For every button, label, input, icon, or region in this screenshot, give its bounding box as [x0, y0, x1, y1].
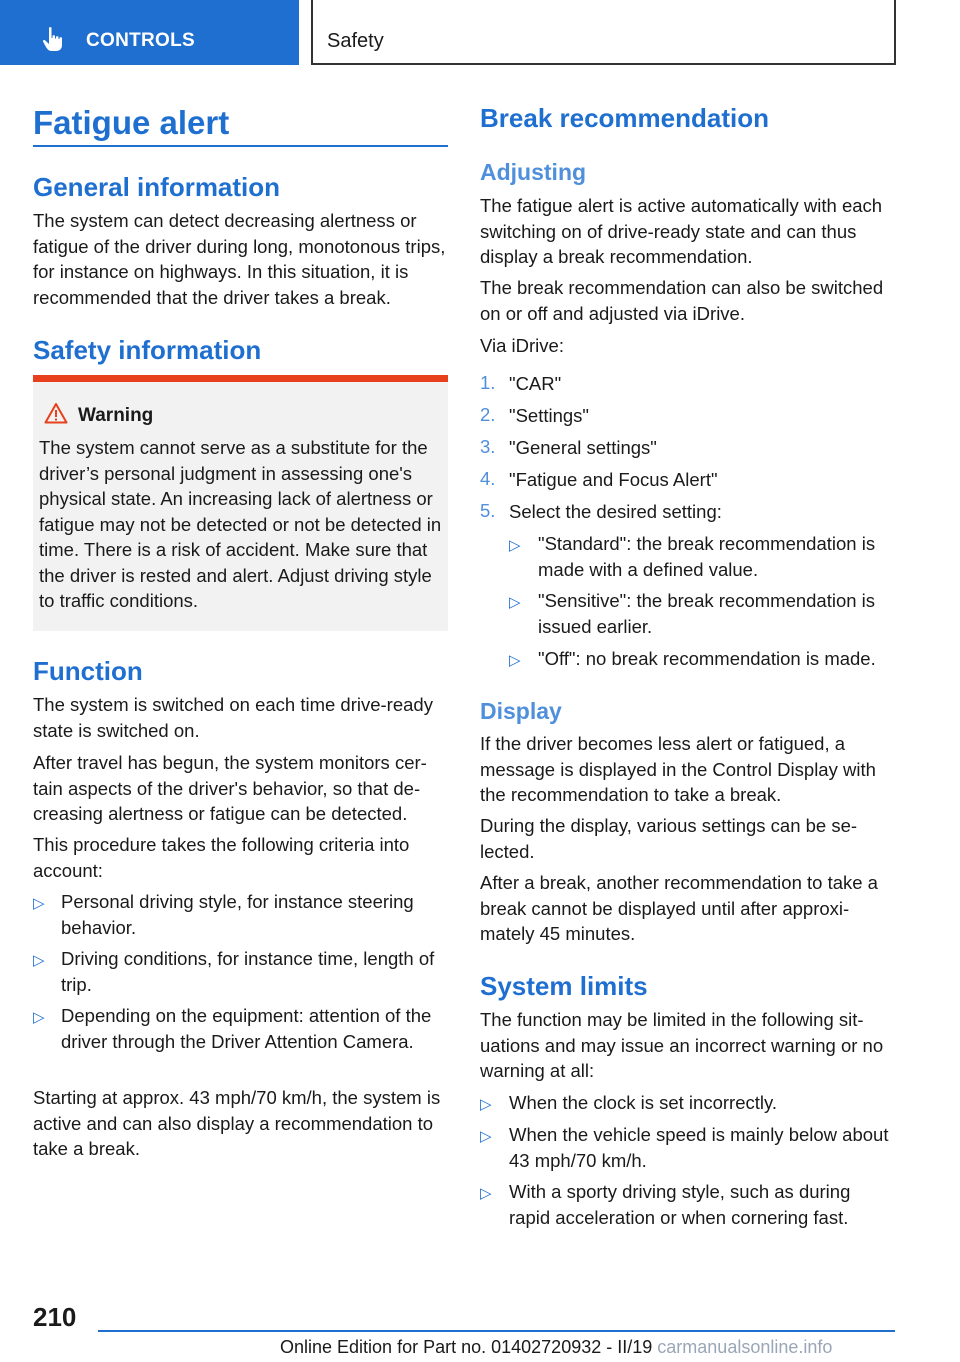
setting-option: "Off": no break recommendation is made.: [538, 648, 876, 669]
warning-title: Warning: [78, 405, 154, 426]
step-text: "General settings": [509, 437, 657, 458]
setting-option: "Sensitive": the break recommendation is issued earlier.: [538, 590, 876, 637]
step-number: 3.: [480, 436, 496, 457]
display-heading: Display: [480, 698, 562, 724]
page-title: Fatigue alert: [33, 104, 230, 141]
step-number: 5.: [480, 500, 496, 521]
step-text: "CAR": [509, 373, 562, 394]
bullet-icon: ▷: [509, 537, 521, 554]
watermark-text[interactable]: carmanualsonline.info: [657, 1337, 833, 1357]
step-text: "Fatigue and Focus Alert": [509, 469, 718, 490]
general-information-text: The system can detect decreasing alertness or fatigue of the driver during long, monotonous trips, for instance on highways. In this situation, it is recommended that the driver takes a break.: [33, 210, 446, 308]
display-paragraph-1: If the driver becomes less alert or fatigued, a message is displayed in the Control Display with the recommendation to take a break.: [480, 733, 876, 805]
general-information-heading: General information: [33, 172, 281, 202]
title-divider: [33, 145, 448, 147]
edition-text: Online Edition for Part no. 01402720932 - II/19: [280, 1337, 653, 1357]
criteria-item: Driving conditions, for instance time, length of trip.: [61, 948, 435, 995]
bullet-icon: ▷: [480, 1185, 492, 1202]
limit-item: When the vehicle speed is mainly below about 43 mph/70 km/h.: [509, 1124, 889, 1171]
adjusting-paragraph-3: Via iDrive:: [480, 335, 564, 356]
function-heading: Function: [33, 656, 143, 686]
page-number: 210: [33, 1302, 77, 1332]
limit-item: When the clock is set incorrectly.: [509, 1092, 777, 1113]
function-paragraph-4: Starting at approx. 43 mph/70 km/h, the system is active and can also display a recommendation to take a break.: [33, 1087, 441, 1159]
break-recommendation-heading: Break recommendation: [480, 103, 769, 133]
bullet-icon: ▷: [33, 952, 45, 969]
limit-item: With a sporty driving style, such as during rapid acceleration or when cornering fast.: [509, 1181, 851, 1228]
setting-option: "Standard": the break recommendation is made with a defined value.: [538, 533, 876, 580]
adjusting-heading: Adjusting: [480, 159, 587, 185]
warning-bar: [33, 375, 448, 382]
warning-text: The system cannot serve as a substitute for the driver’s personal judgment in assessing one's physical state. An increasing lack of alertness or fatigue may not be detected or not be detected in time. There is a risk of accident. Make sure that the driver is rested and alert. Adjust driving style to traffic conditions.: [39, 437, 442, 611]
criteria-item: Depending on the equipment: attention of the driver through the Driver Attention Camera.: [61, 1005, 432, 1052]
system-limits-paragraph: The function may be limited in the following situations and may issue an incorrect warning or no warning at all:: [480, 1009, 884, 1081]
step-text: "Settings": [509, 405, 589, 426]
footer-edition: [280, 1337, 832, 1358]
chapter-tab[interactable]: [0, 0, 299, 65]
display-paragraph-2: During the display, various settings can be selected.: [480, 815, 858, 862]
display-paragraph-3: After a break, another recommendation to take a break cannot be displayed until after approximately 45 minutes.: [480, 872, 878, 944]
bullet-icon: ▷: [33, 895, 45, 912]
step-number: 4.: [480, 468, 496, 489]
bullet-icon: ▷: [33, 1009, 45, 1026]
function-paragraph-1: The system is switched on each time drive-ready state is switched on.: [33, 694, 433, 741]
function-paragraph-3: This procedure takes the following criteria into account:: [33, 834, 410, 881]
adjusting-paragraph-1: The fatigue alert is active automatically with each switching on of drive-ready state and can thus display a break recommendation.: [480, 195, 883, 267]
warning-triangle-icon: [44, 402, 68, 424]
warning-box: [33, 375, 448, 631]
step-text: Select the desired setting:: [509, 501, 722, 522]
step-number: 1.: [480, 372, 496, 393]
section-label: Safety: [327, 30, 384, 52]
bullet-icon: ▷: [480, 1096, 492, 1113]
footer-divider: [98, 1330, 895, 1332]
bullet-icon: ▷: [509, 594, 521, 611]
bullet-icon: ▷: [480, 1128, 492, 1145]
safety-information-heading: Safety information: [33, 335, 262, 365]
step-number: 2.: [480, 404, 496, 425]
system-limits-heading: System limits: [480, 971, 648, 1001]
section-header: [311, 0, 896, 65]
adjusting-paragraph-2: The break recommendation can also be switched on or off and adjusted via iDrive.: [480, 277, 884, 324]
criteria-item: Personal driving style, for instance steering behavior.: [61, 891, 414, 938]
chapter-tab-label: CONTROLS: [86, 30, 196, 51]
pointing-hand-icon: [40, 26, 66, 52]
function-paragraph-2: After travel has begun, the system monitors certain aspects of the driver's behavior, so that decreasing alertness or fatigue can be detected.: [33, 752, 427, 824]
bullet-icon: ▷: [509, 652, 521, 669]
